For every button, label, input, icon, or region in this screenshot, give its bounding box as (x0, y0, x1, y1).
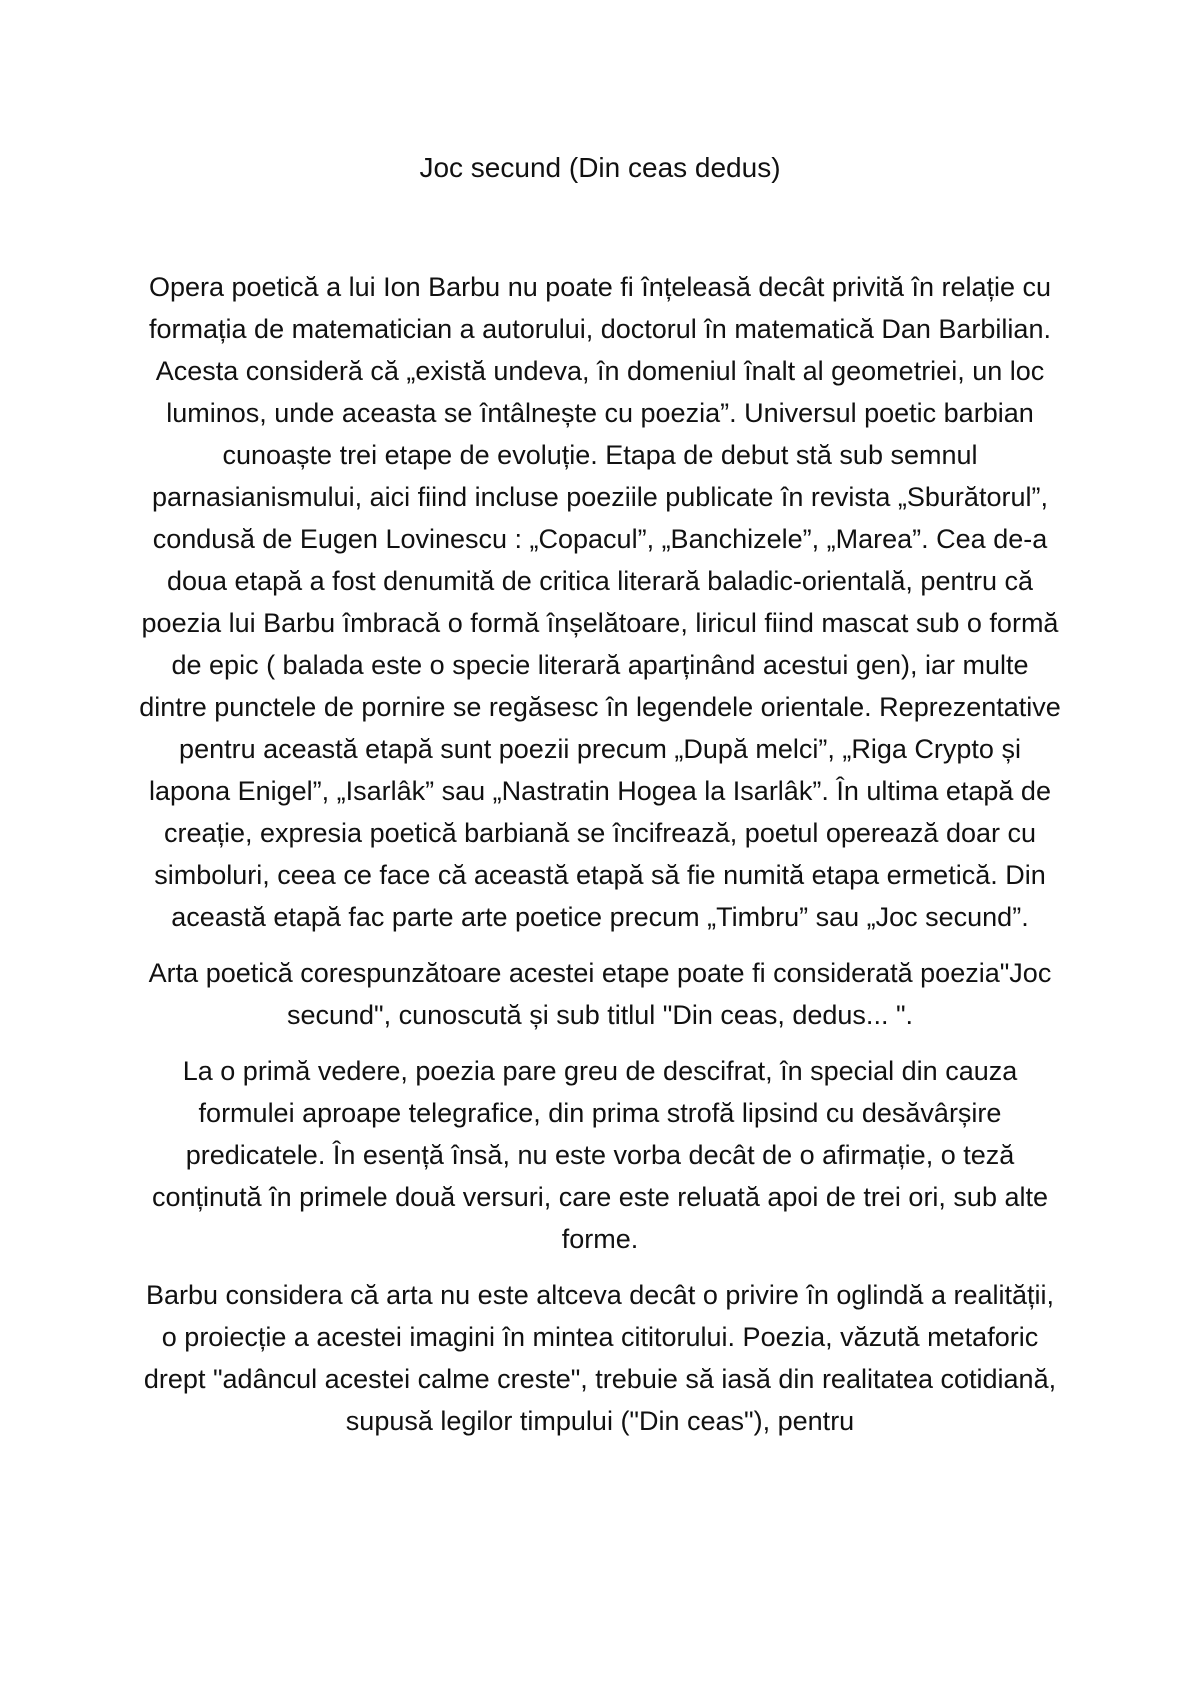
document-title: Joc secund (Din ceas dedus) (419, 152, 781, 183)
paragraph-ars-poetica: Arta poetică corespunzătoare acestei etape poate fi considerată poezia"Joc secund", cunoscută și sub titlul "Din ceas, dedus... ". (148, 958, 1052, 1030)
paragraph-first-view: La o primă vedere, poezia pare greu de descifrat, în special din cauza formulei aproape telegrafice, din prima strofă lipsind cu desăvârșire predicatele. În esență însă, nu este vorba decât de o afirmație, o teză conținută în primele două versuri, care este reluată apoi de trei ori, sub alte forme. (152, 1056, 1048, 1254)
paragraph-intro: Opera poetică a lui Ion Barbu nu poate fi înțeleasă decât privită în relație cu formația de matematician a autorului, doctorul în matematică Dan Barbilian. Acesta consideră că „există undeva, în domeniul înalt al geometriei, un loc luminos, unde aceasta se întâlnește cu poezia”. Universul poetic barbian cunoaște trei etape de evoluție. Etapa de debut stă sub semnul parnasianismului, aici fiind incluse poeziile publicate în revista „Sburătorul”, condusă de Eugen Lovinescu : „Copacul”, „Banchizele”, „Marea”. Cea de-a doua etapă a fost denumită de critica literară baladic-orientală, pentru că poezia lui Barbu îmbracă o formă înșelătoare, liricul fiind mascat sub o formă de epic ( balada este o specie literară aparținând acestui gen), iar multe dintre punctele de pornire se regăsesc în legendele orientale. Reprezentative pentru această etapă sunt poezii precum „După melci”, „Riga Crypto și lapona Enigel”, „Isarlâk” sau „Nastratin Hogea la Isarlâk”. În ultima etapă de creație, expresia poetică barbiană se încifrează, poetul operează doar cu simboluri, ceea ce face că această etapă să fie numită etapa ermetică. Din această etapă fac parte arte poetice precum „Timbru” sau „Joc secund”. (139, 272, 1061, 932)
document-body (138, 266, 1062, 1442)
paragraph-barbu-art: Barbu considera că arta nu este altceva decât o privire în oglindă a realității, o proiecție a acestei imagini în mintea cititorului. Poezia, văzută metaforic drept "adâncul acestei calme creste", trebuie să iasă din realitatea cotidiană, supusă legilor timpului ("Din ceas"), pentru (143, 1280, 1057, 1436)
